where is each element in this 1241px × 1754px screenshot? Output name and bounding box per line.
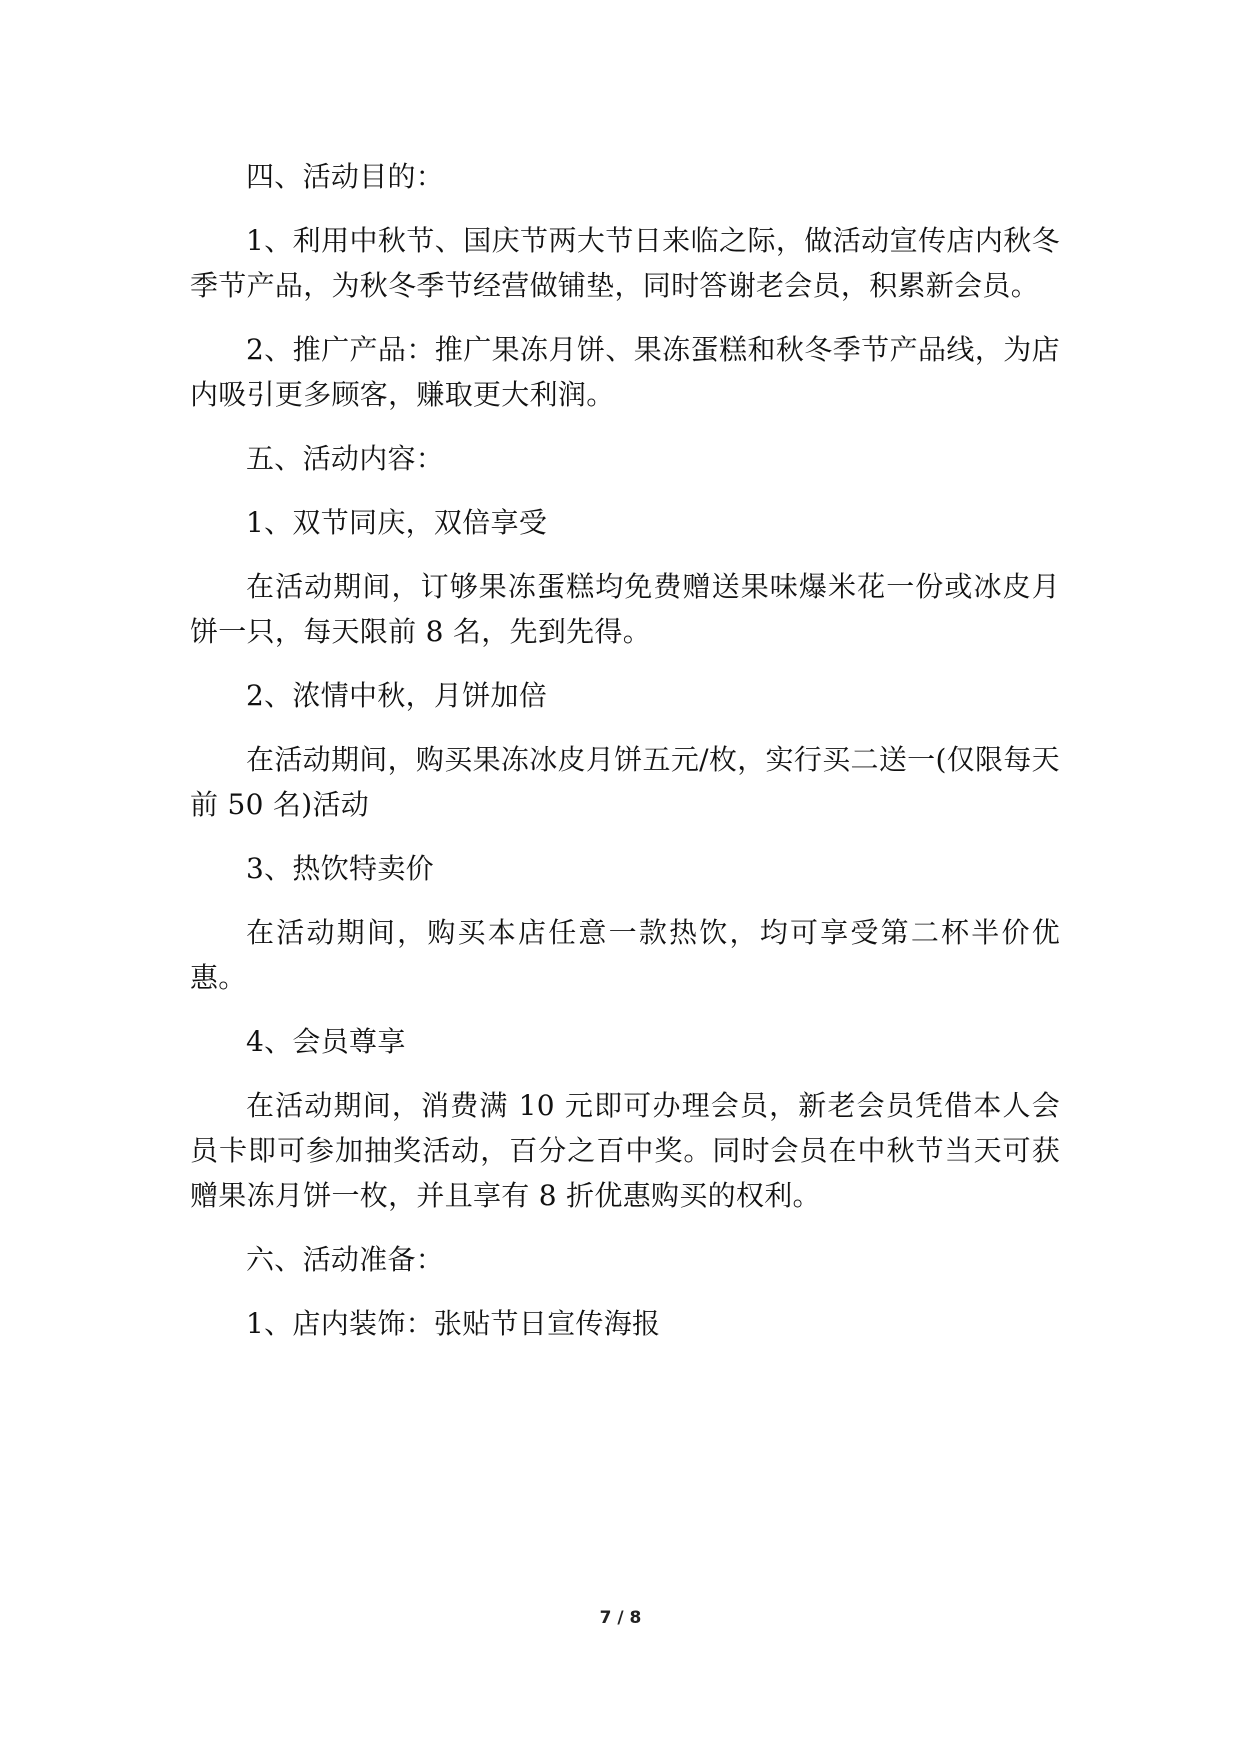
subheading: 4、会员尊享 <box>246 1025 406 1058</box>
subheading: 2、浓情中秋，月饼加倍 <box>246 679 548 712</box>
section-heading-purpose: 四、活动目的： <box>246 160 445 193</box>
paragraph: 1、利用中秋节、国庆节两大节日来临之际，做活动宣传店内秋冬季节产品，为秋冬季节经营做铺垫，同时答谢老会员，积累新会员。 <box>190 224 1060 302</box>
paragraph: 在活动期间，消费满 10 元即可办理会员，新老会员凭借本人会员卡即可参加抽奖活动，百分之百中奖。同时会员在中秋节当天可获赠果冻月饼一枚，并且享有 8 折优惠购买的权利。 <box>190 1089 1060 1212</box>
paragraph: 2、推广产品：推广果冻月饼、果冻蛋糕和秋冬季节产品线，为店内吸引更多顾客，赚取更大利润。 <box>190 333 1060 411</box>
subheading: 3、热饮特卖价 <box>246 852 434 885</box>
subheading: 1、双节同庆，双倍享受 <box>246 506 548 539</box>
section-heading-preparation: 六、活动准备： <box>246 1243 445 1276</box>
document-body <box>190 154 1060 1365</box>
paragraph: 1、店内装饰：张贴节日宣传海报 <box>246 1307 661 1340</box>
paragraph: 在活动期间，订够果冻蛋糕均免费赠送果味爆米花一份或冰皮月饼一只，每天限前 8 名，先到先得。 <box>190 570 1060 648</box>
paragraph: 在活动期间，购买果冻冰皮月饼五元/枚，实行买二送一(仅限每天前 50 名)活动 <box>190 743 1060 821</box>
section-heading-content: 五、活动内容： <box>246 442 445 475</box>
paragraph: 在活动期间，购买本店任意一款热饮，均可享受第二杯半价优惠。 <box>190 916 1060 994</box>
page-number: 7 / 8 <box>599 1608 642 1628</box>
